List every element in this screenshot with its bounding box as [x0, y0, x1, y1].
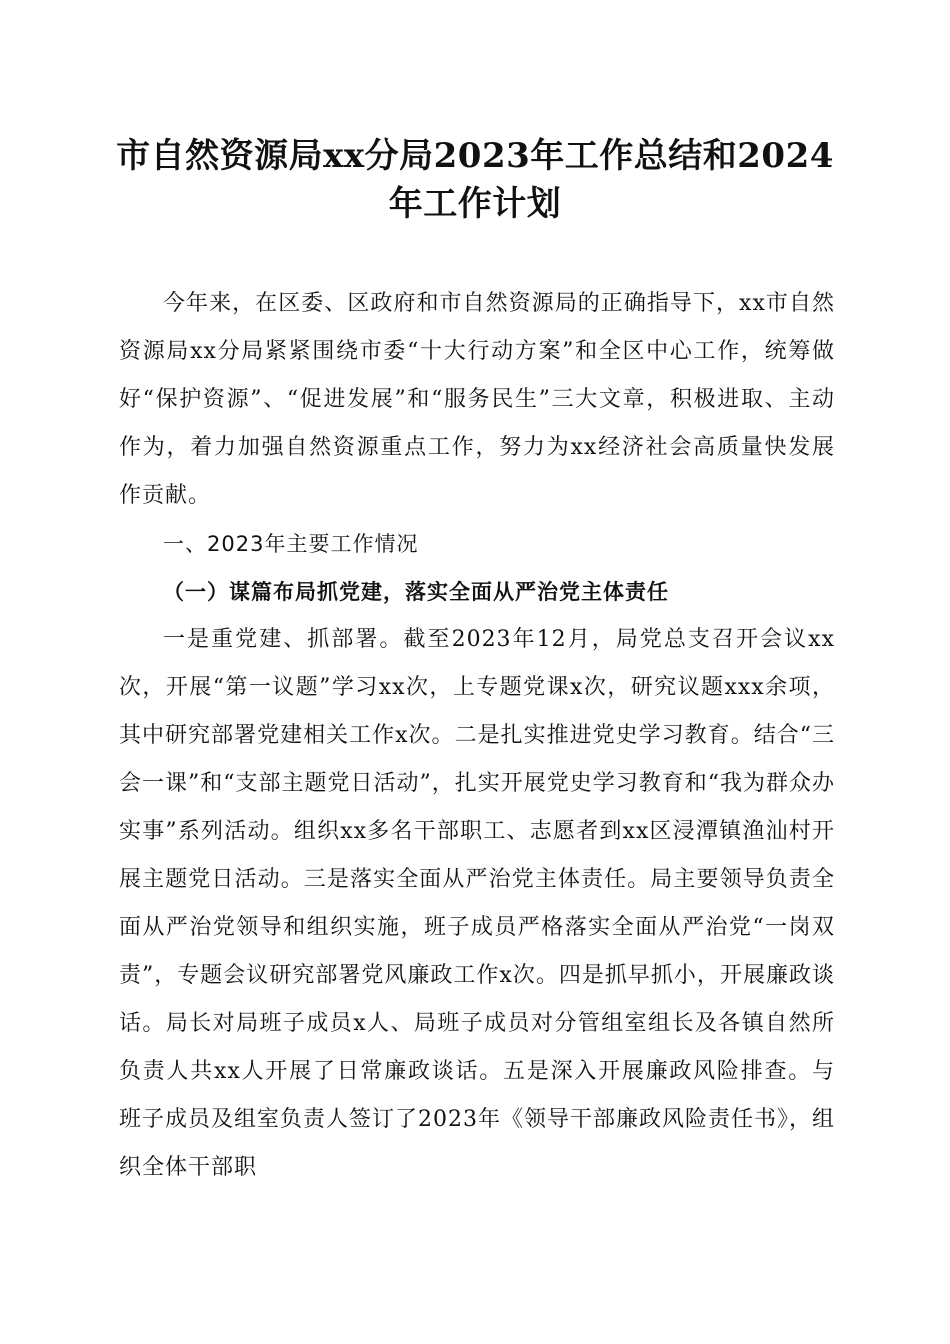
document-body	[119, 280, 835, 1192]
intro-paragraph: 今年来，在区委、区政府和市自然资源局的正确指导下，xx市自然资源局xx分局紧紧围绕市委“十大行动方案”和全区中心工作，统筹做好“保护资源”、“促进发展”和“服务民生”三大文章，积极进取、主动作为，着力加强自然资源重点工作，努力为xx经济社会高质量快发展作贡献。	[119, 291, 835, 508]
section-heading-1: 一、2023年主要工作情况	[163, 532, 419, 556]
subsection-heading-1: （一）谋篇布局抓党建，落实全面从严治党主体责任	[163, 579, 669, 604]
document-title: 市自然资源局xx分局2023年工作总结和2024年工作计划	[116, 136, 834, 224]
subsection-1-paragraph: 一是重党建、抓部署。截至2023年12月，局党总支召开会议xx次，开展“第一议题”学习xx次，上专题党课x次，研究议题xxx余项，其中研究部署党建相关工作x次。二是扎实推进党史学习教育。结合“三会一课”和“支部主题党日活动”，扎实开展党史学习教育和“我为群众办实事”系列活动。组织xx多名干部职工、志愿者到xx区浸潭镇渔汕村开展主题党日活动。三是落实全面从严治党主体责任。局主要领导负责全面从严治党领导和组织实施，班子成员严格落实全面从严治党“一岗双责”，专题会议研究部署党风廉政工作x次。四是抓早抓小，开展廉政谈话。局长对局班子成员x人、局班子成员对分管组室组长及各镇自然所负责人共xx人开展了日常廉政谈话。五是深入开展廉政风险排查。与班子成员及组室负责人签订了2023年《领导干部廉政风险责任书》，组织全体干部职	[119, 627, 835, 1180]
